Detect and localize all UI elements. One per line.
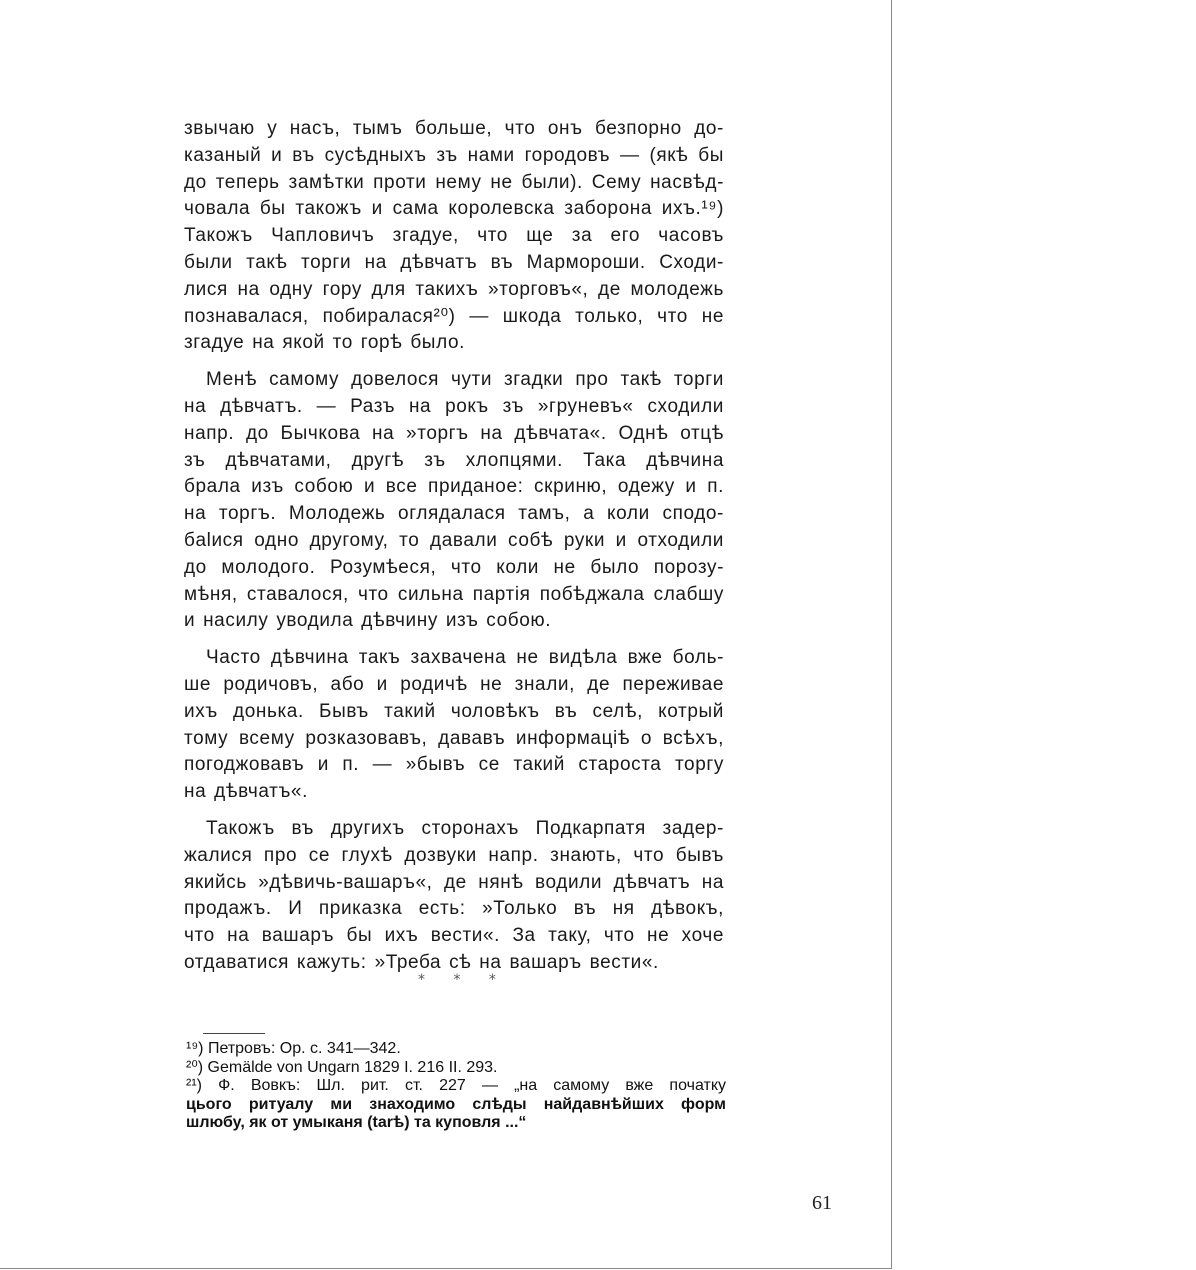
text-line: Часто дѣвчина такъ захвачена не видѣла вже боль- <box>206 647 724 669</box>
text-line: и насилу уводила дѣвчину изъ собою. <box>184 610 552 632</box>
text-line: зъ дѣвчатами, другѣ зъ хлопцями. Така дѣвчина <box>184 449 724 471</box>
footnote-21: ²¹) Ф. Вовкъ: Шл. рит. ст. 227 — „на самому вже початку <box>186 1077 726 1094</box>
text-line: познавалася, побиралася²⁰) — шкода только, что не <box>184 305 724 327</box>
text-line: бalися одно другому, то давали собѣ руки и отходили <box>184 529 724 551</box>
text-line: до молодого. Розумѣеся, что коли не было порозу- <box>184 556 724 578</box>
footnotes <box>186 1040 726 1133</box>
text-line: жалися про се глухѣ дозвуки напр. знають, что бывъ <box>184 844 724 866</box>
footnote-19: ¹⁹) Петровъ: Op. c. 341—342. <box>186 1040 401 1057</box>
text-line: мѣня, ставалося, что сильна партія побѣджала слабшу <box>184 583 724 605</box>
footnote-21-continuation: шлюбу, як от умыканя (tarѣ) та куповля ...“ <box>186 1114 527 1131</box>
text-line: Такожъ Чапловичъ згадуе, что ще за его часовъ <box>184 225 724 247</box>
page-number: 61 <box>812 1192 832 1214</box>
text-line: згадуе на якой то горѣ было. <box>184 332 466 354</box>
text-line: напр. до Бычкова на »торгъ на дѣвчата«. Однѣ отцѣ <box>184 422 724 444</box>
footnote-separator <box>203 1033 265 1034</box>
paragraph-3 <box>184 645 724 806</box>
text-line: на дѣвчатъ. — Разъ на рокъ зъ »груневъ« сходили <box>184 395 724 417</box>
text-line: до теперь замѣтки проти нему не были). Сему насвѣд- <box>184 171 724 193</box>
text-line: были такѣ торги на дѣвчатъ въ Мармороши. Сходи- <box>184 251 724 273</box>
text-line: ихъ донька. Бывъ такий чоловѣкъ въ селѣ, котрый <box>184 700 724 722</box>
text-line: звычаю у насъ, тымъ больше, что онъ безпорно до- <box>184 118 724 139</box>
text-line: брала изъ собою и все приданое: скриню, одежу и п. <box>184 476 724 498</box>
section-divider-asterism: * * * <box>418 972 508 988</box>
text-line: на дѣвчатъ«. <box>184 781 308 803</box>
text-line: что на вашаръ бы ихъ вести«. За таку, что не хоче <box>184 925 724 947</box>
text-line: на торгъ. Молодежь оглядалася тамъ, а коли сподо- <box>184 503 724 525</box>
text-line: лися на одну гору для такихъ »торговъ«, де молодежь <box>184 278 724 300</box>
text-line: човала бы такожъ и сама королевска заборона ихъ.¹⁹) <box>184 198 724 220</box>
footnote-21-continuation: цього ритуалу ми знаходимо слѣды найдавнѣйших форм <box>186 1095 726 1113</box>
text-line: ше родичовъ, або и родичѣ не знали, де переживае <box>184 673 724 695</box>
paragraph-2 <box>184 367 724 635</box>
body-text <box>184 116 724 987</box>
paragraph-4 <box>184 816 724 977</box>
text-line: погоджовавъ и п. — »бывъ се такий староста торгу <box>184 754 724 776</box>
text-line: якийсь »дѣвичь-вашаръ«, де нянѣ водили дѣвчатъ на <box>184 871 724 893</box>
text-line: Такожъ въ другихъ сторонахъ Подкарпатя задер- <box>206 817 724 839</box>
footnote-20: ²⁰) Gemälde von Ungarn 1829 I. 216 II. 293. <box>186 1058 498 1076</box>
paragraph-1 <box>184 116 724 357</box>
text-line: продажъ. И приказка есть: »Только въ ня дѣвокъ, <box>184 898 724 920</box>
text-line: Менѣ самому довелося чути згадки про такѣ торги <box>206 369 724 391</box>
text-line: отдаватися кажуть: »Треба сѣ на вашаръ вести«. <box>184 951 659 973</box>
text-line: тому всему розказовавъ, дававъ информацiѣ о всѣхъ, <box>184 727 724 749</box>
text-line: казаный и въ сусѣдныхъ зъ нами городовъ — (якѣ бы <box>184 144 724 166</box>
